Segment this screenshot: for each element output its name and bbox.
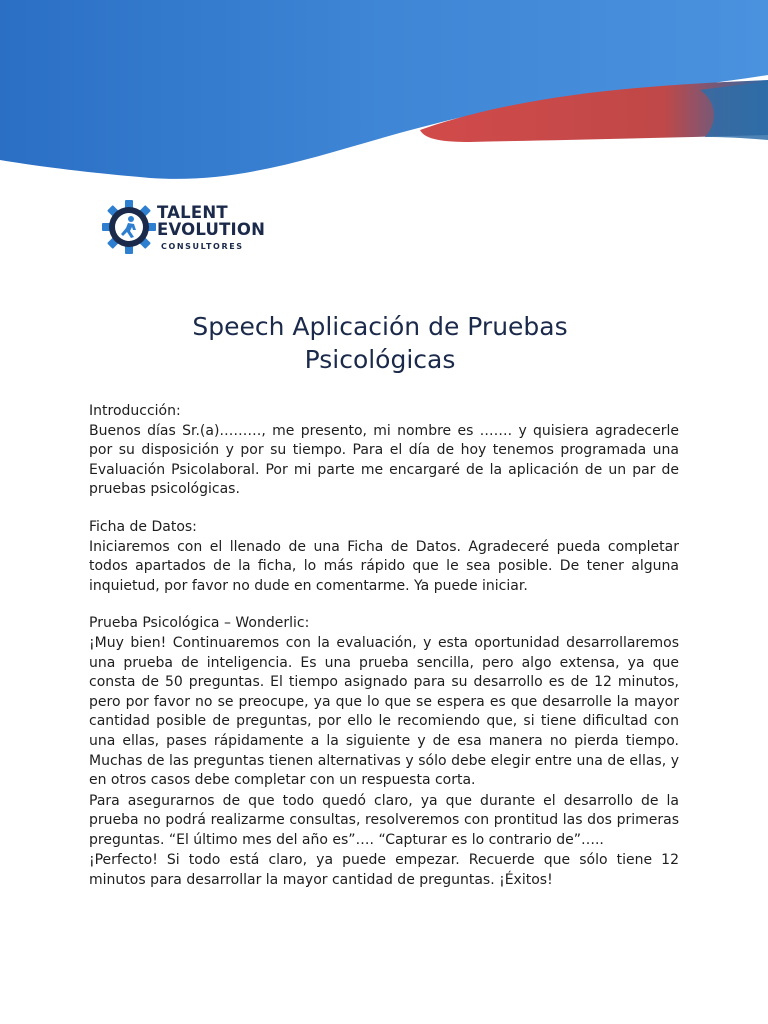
section-paragraph: Buenos días Sr.(a)………, me presento, mi nombre es ……. y quisiera agradecerle por su disposición y por su tiempo. Para el día de hoy tenemos programada una Evaluación Psicolaboral. Por mi parte me encargaré de la aplicación de un par de pruebas psicológicas. — [89, 422, 679, 498]
section-paragraph: Para asegurarnos de que todo quedó claro, ya que durante el desarrollo de la prueba no podrá realizarme consultas, resolveremos con prontitud las dos primeras preguntas. “El último mes del año es”…. “Capturar es lo contrario de”….. — [89, 792, 679, 848]
company-logo — [100, 198, 270, 258]
section-heading: Introducción: — [89, 403, 181, 419]
gear-runner-icon — [100, 198, 158, 256]
title-line-2: Psicológicas — [304, 345, 456, 374]
logo-text-talent: TALENT — [157, 203, 228, 222]
section-paragraph: ¡Perfecto! Si todo está claro, ya puede empezar. Recuerde que sólo tiene 12 minutos para desarrollar la mayor cantidad de preguntas. ¡Éxitos! — [89, 852, 679, 889]
document-title — [150, 310, 610, 376]
section-heading: Ficha de Datos: — [89, 518, 197, 535]
logo-text-evolution: EVOLUTION — [157, 220, 266, 239]
section-paragraph: ¡Muy bien! Continuaremos con la evaluación, y esta oportunidad desarrollaremos una prueba de inteligencia. Es una prueba sencilla, pero algo extensa, ya que consta de 50 preguntas. El tiempo asignado para su desarrollo es de 12 minutos, pero por favor no se preocupe, ya que lo que se espera es que desarrolle la mayor cantidad posible de preguntas, por ello le recomiendo que, si tiene dificultad con una ellas, pases rápidamente a la siguiente y de esa manera no pierda tiempo. Muchas de las preguntas tienen alternativas y sólo debe elegir entre una de ellas, y en otros casos debe completar con un respuesta corta. — [89, 634, 679, 789]
section-paragraph: Iniciaremos con el llenado de una Ficha de Datos. Agradeceré pueda completar todos apartados de la ficha, lo más rápido que le sea posible. De tener alguna inquietud, por favor no dude en comentarme. Ya puede iniciar. — [89, 538, 679, 594]
logo-text-consultores: CONSULTORES — [161, 242, 244, 251]
header-wave-decoration — [0, 0, 768, 190]
section-ficha-de-datos — [89, 518, 679, 596]
section-introduccion — [89, 402, 679, 500]
section-heading: Prueba Psicológica – Wonderlic: — [89, 615, 310, 632]
section-prueba-wonderlic — [89, 614, 679, 890]
logo-wordmark — [157, 204, 265, 251]
document-body — [89, 402, 679, 909]
title-line-1: Speech Aplicación de Pruebas — [192, 312, 568, 341]
